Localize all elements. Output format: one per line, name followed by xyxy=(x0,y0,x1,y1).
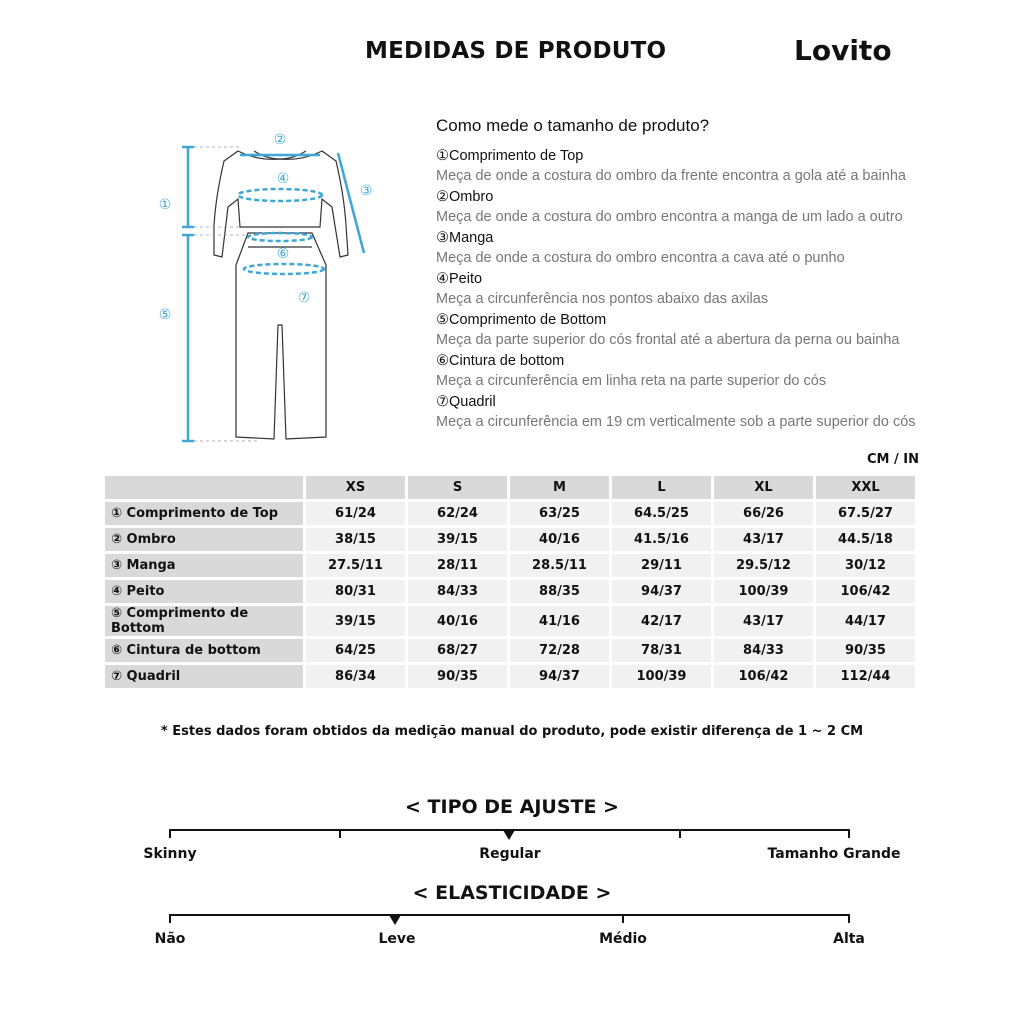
unit-label: CM / IN xyxy=(867,452,919,467)
fit-label-regular: Regular xyxy=(479,846,541,862)
row-label: ④ Peito xyxy=(105,580,303,603)
instruction-item xyxy=(436,269,996,310)
instruction-name: ④Peito xyxy=(436,271,483,287)
elasticity-tick xyxy=(848,914,850,923)
row-label: ⑥ Cintura de bottom xyxy=(105,639,303,662)
table-cell: 29.5/12 xyxy=(714,554,813,577)
size-header: XL xyxy=(714,476,813,499)
table-cell: 106/42 xyxy=(816,580,915,603)
table-cell: 28/11 xyxy=(408,554,507,577)
table-cell: 84/33 xyxy=(714,639,813,662)
table-cell: 112/44 xyxy=(816,665,915,688)
table-cell: 66/26 xyxy=(714,502,813,525)
table-cell: 68/27 xyxy=(408,639,507,662)
brand-logo: Lovito xyxy=(794,34,892,67)
instruction-name: ②Ombro xyxy=(436,189,494,205)
fit-tick xyxy=(339,829,341,838)
table-corner xyxy=(105,476,303,499)
table-cell: 41/16 xyxy=(510,606,609,636)
instruction-item xyxy=(436,310,996,351)
table-cell: 43/17 xyxy=(714,528,813,551)
table-cell: 44.5/18 xyxy=(816,528,915,551)
elasticity-label-none: Não xyxy=(154,931,186,947)
instruction-name: ⑤Comprimento de Bottom xyxy=(436,312,607,328)
table-cell: 44/17 xyxy=(816,606,915,636)
table-cell: 64.5/25 xyxy=(612,502,711,525)
fit-tick xyxy=(848,829,850,838)
row-label: ③ Manga xyxy=(105,554,303,577)
elasticity-scale-title: < ELASTICIDADE > xyxy=(412,882,612,904)
marker-6: ⑥ xyxy=(276,246,290,262)
size-header: M xyxy=(510,476,609,499)
table-cell: 63/25 xyxy=(510,502,609,525)
table-cell: 67.5/27 xyxy=(816,502,915,525)
elasticity-tick xyxy=(622,914,624,923)
instruction-name: ⑦Quadril xyxy=(436,394,496,410)
fit-scale-title: < TIPO DE AJUSTE > xyxy=(405,796,619,818)
fit-tick xyxy=(679,829,681,838)
instruction-item xyxy=(436,228,996,269)
table-cell: 100/39 xyxy=(714,580,813,603)
elasticity-tick xyxy=(169,914,171,923)
instruction-item xyxy=(436,187,996,228)
fit-tick xyxy=(169,829,171,838)
size-header: XS xyxy=(306,476,405,499)
instruction-name: ③Manga xyxy=(436,230,494,246)
instructions-title: Como mede o tamanho de produto? xyxy=(436,116,710,135)
table-cell: 40/16 xyxy=(510,528,609,551)
table-cell: 29/11 xyxy=(612,554,711,577)
elasticity-label-medium: Médio xyxy=(599,931,647,947)
marker-7: ⑦ xyxy=(297,290,311,306)
table-cell: 43/17 xyxy=(714,606,813,636)
elasticity-label-high: Alta xyxy=(833,931,865,947)
size-header: L xyxy=(612,476,711,499)
table-cell: 72/28 xyxy=(510,639,609,662)
size-header: XXL xyxy=(816,476,915,499)
row-label: ① Comprimento de Top xyxy=(105,502,303,525)
table-cell: 94/37 xyxy=(510,665,609,688)
marker-3: ③ xyxy=(359,183,373,199)
table-cell: 64/25 xyxy=(306,639,405,662)
table-cell: 40/16 xyxy=(408,606,507,636)
instruction-desc: Meça a circunferência em linha reta na parte superior do cós xyxy=(436,373,827,389)
instruction-name: ①Comprimento de Top xyxy=(436,148,584,164)
marker-5: ⑤ xyxy=(158,307,172,323)
instruction-desc: Meça de onde a costura do ombro da frente encontra a gola até a bainha xyxy=(436,168,906,184)
instruction-desc: Meça a circunferência nos pontos abaixo das axilas xyxy=(436,291,769,307)
size-header: S xyxy=(408,476,507,499)
instruction-item xyxy=(436,146,996,187)
size-table xyxy=(102,473,918,691)
table-cell: 39/15 xyxy=(408,528,507,551)
elasticity-selected-marker xyxy=(389,915,401,925)
garment-diagram xyxy=(140,115,390,455)
table-cell: 28.5/11 xyxy=(510,554,609,577)
instruction-desc: Meça de onde a costura do ombro encontra a manga de um lado a outro xyxy=(436,209,903,225)
table-cell: 84/33 xyxy=(408,580,507,603)
footnote: * Estes dados foram obtidos da medição manual do produto, pode existir diferença de 1 ~ 2 CM xyxy=(160,724,864,739)
table-cell: 80/31 xyxy=(306,580,405,603)
table-cell: 90/35 xyxy=(816,639,915,662)
instruction-desc: Meça a circunferência em 19 cm verticalmente sob a parte superior do cós xyxy=(436,414,916,430)
table-row xyxy=(105,580,915,603)
instruction-desc: Meça da parte superior do cós frontal até a abertura da perna ou bainha xyxy=(436,332,900,348)
table-cell: 27.5/11 xyxy=(306,554,405,577)
marker-1: ① xyxy=(158,197,172,213)
table-cell: 38/15 xyxy=(306,528,405,551)
page-title: MEDIDAS DE PRODUTO xyxy=(365,38,667,64)
table-cell: 78/31 xyxy=(612,639,711,662)
marker-4: ④ xyxy=(276,171,290,187)
table-row xyxy=(105,665,915,688)
table-cell: 106/42 xyxy=(714,665,813,688)
table-cell: 39/15 xyxy=(306,606,405,636)
instruction-name: ⑥Cintura de bottom xyxy=(436,353,565,369)
table-row xyxy=(105,606,915,636)
instruction-desc: Meça de onde a costura do ombro encontra a cava até o punho xyxy=(436,250,845,266)
marker-2: ② xyxy=(273,132,287,148)
table-cell: 90/35 xyxy=(408,665,507,688)
table-row xyxy=(105,502,915,525)
table-cell: 41.5/16 xyxy=(612,528,711,551)
table-cell: 100/39 xyxy=(612,665,711,688)
table-cell: 42/17 xyxy=(612,606,711,636)
instruction-item xyxy=(436,351,996,392)
instruction-item xyxy=(436,392,996,433)
row-label: ⑦ Quadril xyxy=(105,665,303,688)
size-header-row xyxy=(105,476,915,499)
table-cell: 86/34 xyxy=(306,665,405,688)
fit-selected-marker xyxy=(503,830,515,840)
elasticity-scale-line xyxy=(170,914,850,916)
table-cell: 30/12 xyxy=(816,554,915,577)
table-cell: 88/35 xyxy=(510,580,609,603)
table-row xyxy=(105,639,915,662)
table-row xyxy=(105,554,915,577)
fit-label-large: Tamanho Grande xyxy=(767,846,901,862)
table-cell: 94/37 xyxy=(612,580,711,603)
fit-label-skinny: Skinny xyxy=(143,846,197,862)
elasticity-label-light: Leve xyxy=(378,931,416,947)
row-label: ② Ombro xyxy=(105,528,303,551)
table-cell: 61/24 xyxy=(306,502,405,525)
table-cell: 62/24 xyxy=(408,502,507,525)
row-label: ⑤ Comprimento de Bottom xyxy=(105,606,303,636)
measurement-instructions xyxy=(436,116,996,433)
table-row xyxy=(105,528,915,551)
